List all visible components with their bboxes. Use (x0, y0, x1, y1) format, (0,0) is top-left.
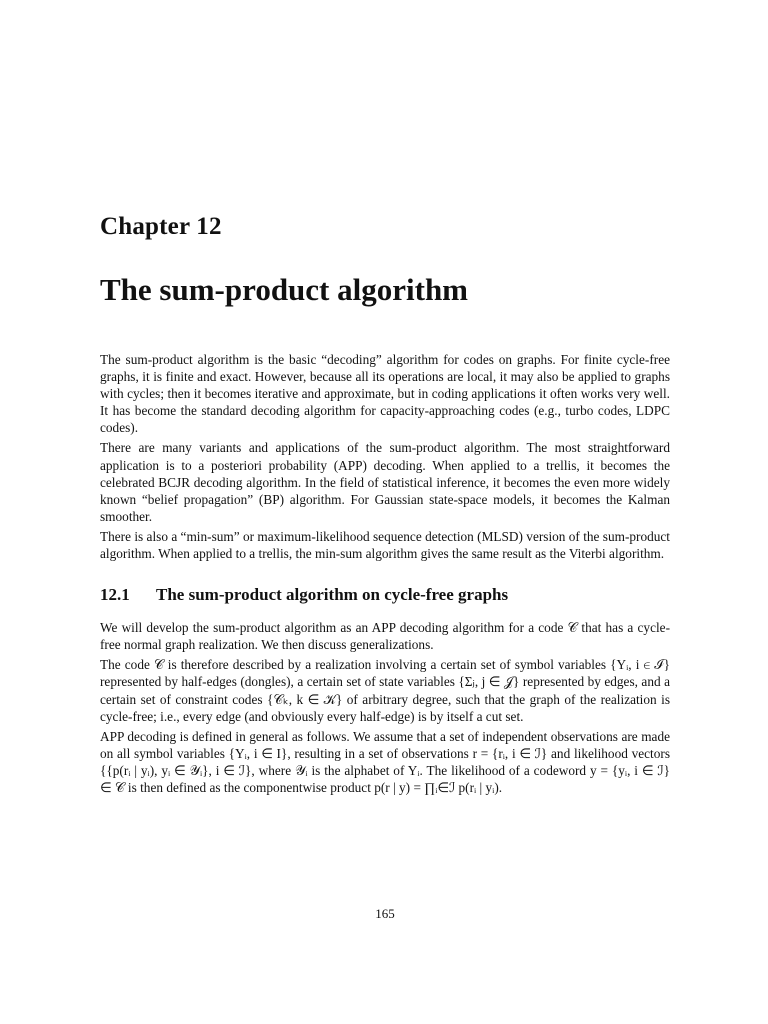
section-paragraph-3: APP decoding is defined in general as follows. We assume that a set of independent observations are made on all symbol variables {Yᵢ, i ∈ I}, resulting in a set of observations r = {rᵢ, i ∈ ℐ} and likelihood vectors {{p(rᵢ | yᵢ), yᵢ ∈ 𝒴ᵢ}, i ∈ ℐ}, where 𝒴ᵢ is the alphabet of Yᵢ. The likelihood of a codeword y = {yᵢ, i ∈ ℐ} ∈ 𝒞 is then defined as the componentwise product p(r | y) = ∏ᵢ∈ℐ p(rᵢ | yᵢ). (100, 728, 670, 795)
page-body (100, 351, 670, 796)
intro-paragraph-2: There are many variants and applications of the sum-product algorithm. The most straightforward application is to a posteriori probability (APP) decoding. When applied to a trellis, it becomes the celebrated BCJR decoding algorithm. In the field of statistical inference, it becomes the even more widely known “belief propagation” (BP) algorithm. For Gaussian state-space models, it becomes the Kalman smoother. (100, 440, 670, 524)
chapter-title: The sum-product algorithm (100, 272, 469, 307)
chapter-label: Chapter 12 (100, 213, 222, 240)
page-number: 165 (375, 906, 395, 921)
section-paragraph-2: The code 𝒞 is therefore described by a realization involving a certain set of symbol variables {Yᵢ, i ∈ ℐ} represented by half-edges (dongles), a certain set of state variables {Σⱼ, j ∈ 𝒥} represented by edges, and a certain set of constraint codes {𝒞ₖ, k ∈ 𝒦} of arbitrary degree, such that the graph of the realization is cycle-free; i.e., every edge (and obviously every half-edge) is by itself a cut set. (100, 657, 670, 724)
section-number: 12.1 (100, 585, 130, 605)
intro-paragraph-1: The sum-product algorithm is the basic “decoding” algorithm for codes on graphs. For finite cycle-free graphs, it is finite and exact. However, because all its operations are local, it may also be applied to graphs with cycles; then it becomes iterative and approximate, but in coding applications it often works very well. It has become the standard decoding algorithm for capacity-approaching codes (e.g., turbo codes, LDPC codes). (100, 352, 670, 436)
section-paragraph-1: We will develop the sum-product algorithm as an APP decoding algorithm for a code 𝒞 that has a cycle-free normal graph realization. We then discuss generalizations. (100, 620, 670, 653)
intro-paragraph-3: There is also a “min-sum” or maximum-likelihood sequence detection (MLSD) version of the sum-product algorithm. When applied to a trellis, the min-sum algorithm gives the same result as the Viterbi algorithm. (100, 528, 670, 562)
section-title: The sum-product algorithm on cycle-free graphs (156, 585, 509, 605)
section-heading (100, 585, 670, 605)
